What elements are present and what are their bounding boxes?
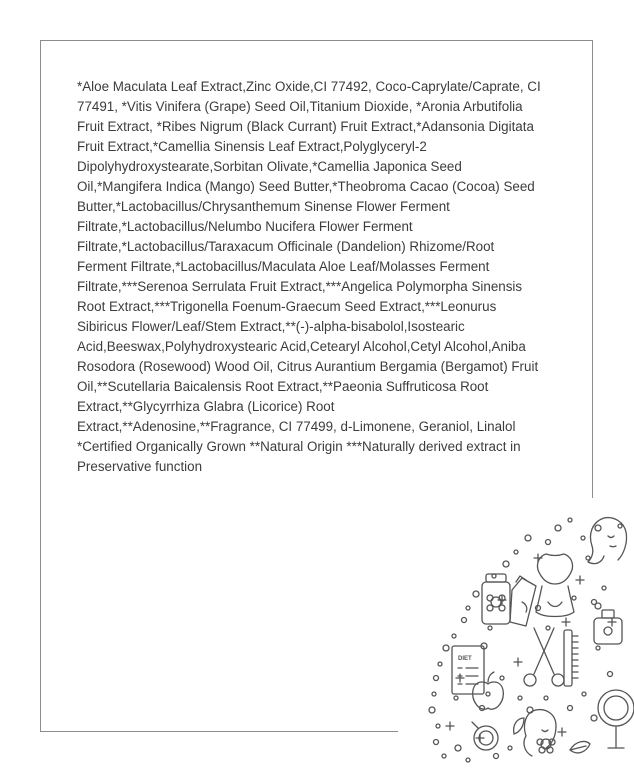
- apple-icon: [473, 672, 504, 709]
- cream-jar-icon: [482, 574, 510, 624]
- ingredients-list: *Aloe Maculata Leaf Extract,Zinc Oxide,CI 77492, Coco-Caprylate/Caprate, CI 77491, *Vitis Vinifera (Grape) Seed Oil,Titanium Dioxide, *Aronia Arbutifolia Fruit Extract, *Ribes Nigrum (Black Currant) Fruit Extract,*Adansonia Digitata Fruit Extract,*Camellia Sinensis Leaf Extract,Polyglyceryl-2 Dipolyhydroxystearate,Sorbitan Olivate,*Camellia Japonica Seed Oil,*Mangifera Indica (Mango) Seed Butter,*Theobroma Cacao (Cocoa) Seed Butter,*Lactobacillus/Chrysanthemum Sinense Flower Ferment Filtrate,*Lactobacillus/Nelumbo Nucifera Flower Ferment Filtrate,*Lactobacillus/Taraxacum Officinale (Dandelion) Rhizome/Root Ferment Filtrate,*Lactobacillus/Maculata Aloe Leaf/Molasses Ferment Filtrate,***Serenoa Serrulata Fruit Extract,***Angelica Polymorpha Sinensis Root Extract,***Trigonella Foenum-Graecum Seed Extract,***Leonurus Sibiricus Flower/Leaf/Stem Extract,**(-)-alpha-bisabolol,Isostearic Acid,Beeswax,Polyhydroxystearic Acid,Cetearyl Alcohol,Cetyl Alcohol,Aniba Rosodora (Rosewood) Wood Oil, Citrus Aurantium Bergamia (Bergamot) Fruit Oil,**Scutellaria Baicalensis Root Extract,**Paeonia Suffruticosa Root Extract,**Glycyrrhiza Glabra (Licorice) Root Extract,**Adenosine,**Fragrance, CI 77499, d-Limonene, Geraniol, Linalol *Certified Organically Grown **Natural Origin ***Naturally derived extract in Preservative function: [77, 79, 541, 474]
- diet-label: DIET: [458, 656, 472, 662]
- hand-mirror-icon: [598, 690, 634, 748]
- diet-list-icon: [452, 646, 484, 694]
- perfume-icon: [594, 603, 622, 644]
- compact-mirror-icon: [472, 722, 498, 750]
- tube-icon: [510, 576, 536, 626]
- comb-icon: [564, 630, 578, 686]
- woman-flower-icon: [524, 710, 556, 756]
- sparkles: [446, 554, 616, 742]
- scissors-icon: [524, 628, 564, 686]
- beauty-icons-illustration: [398, 498, 634, 774]
- beauty-icons-svg: [398, 498, 634, 774]
- swimsuit-icon: [536, 554, 574, 617]
